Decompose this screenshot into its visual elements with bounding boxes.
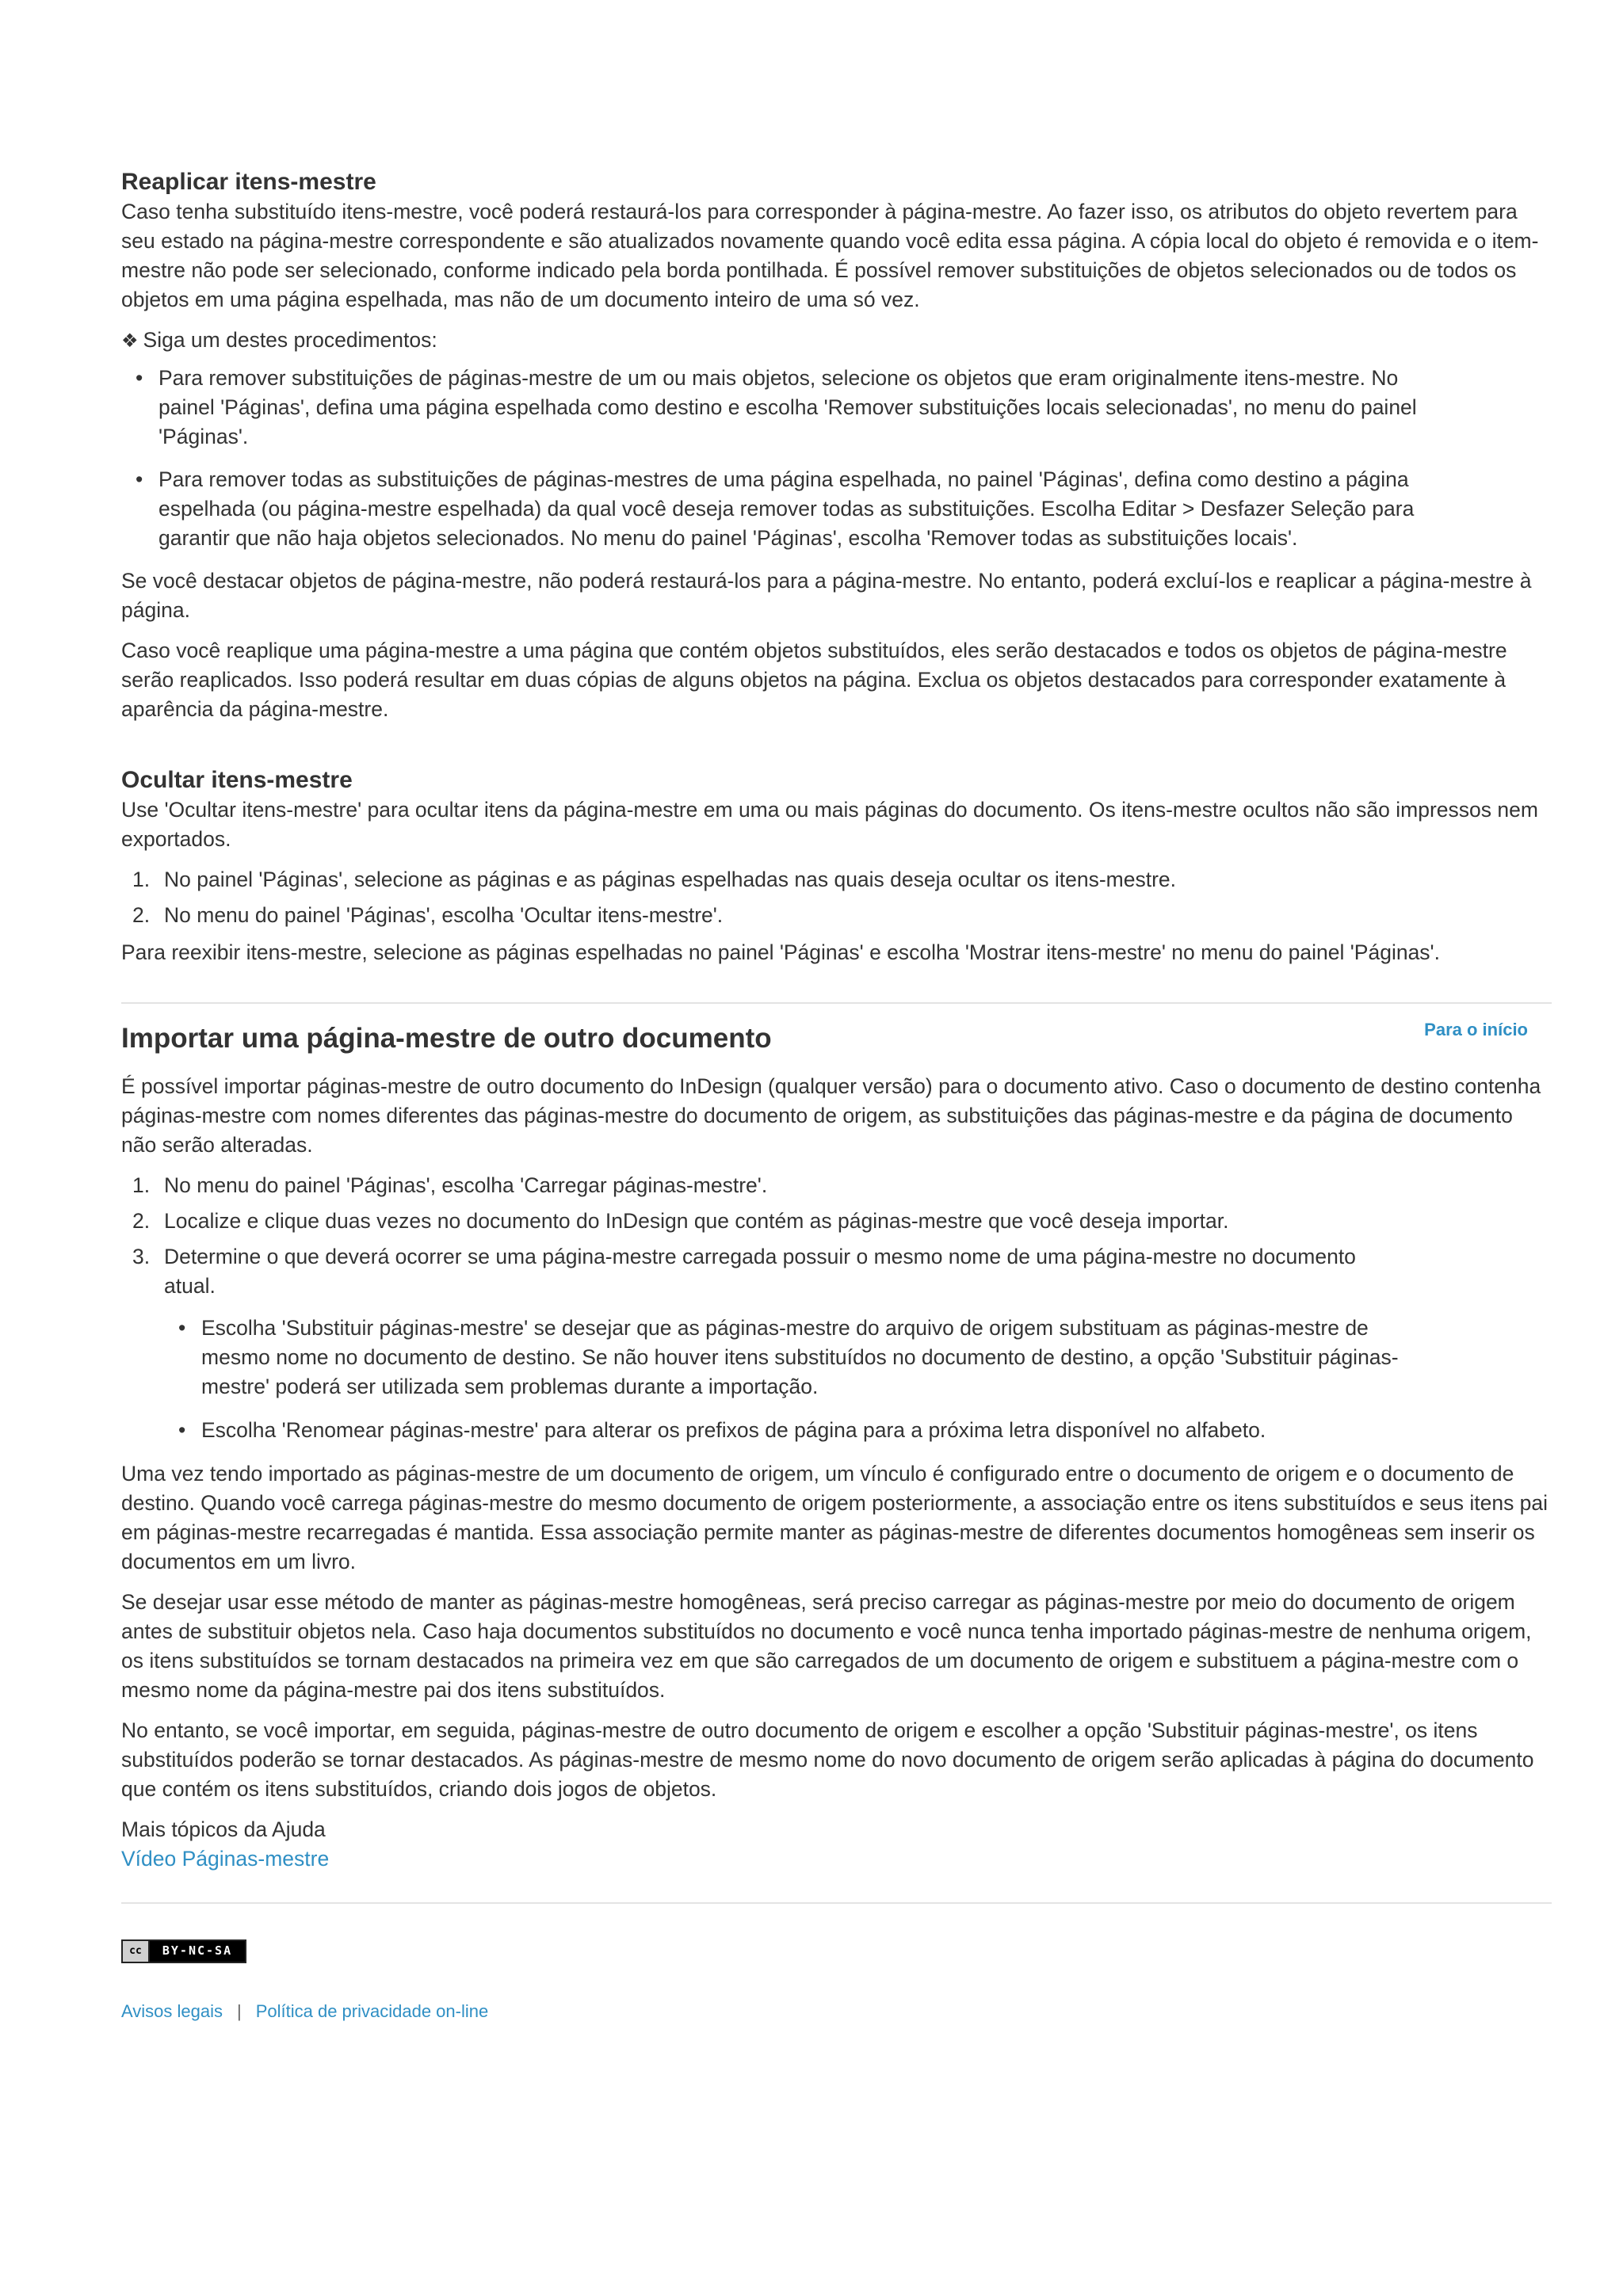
- list-item: • Para remover substituições de páginas-mestre de um ou mais objetos, selecione os objetos que eram originalmente itens-mestre. No painel 'Páginas', defina uma página espelhada como destino e escolha 'Remover substituições locais selecionadas', no menu do painel 'Páginas'.: [121, 364, 1419, 452]
- legal-notices-link[interactable]: Avisos legais: [121, 2000, 223, 2021]
- import-para-replace: No entanto, se você importar, em seguida, páginas-mestre de outro documento de origem e escolher a opção 'Substituir páginas-mestre', os itens substituídos poderão se tornar destacados. As páginas-mestre de mesmo nome do novo documento de origem serão aplicadas à página do documento que contém os itens substituídos, criando dois jogos de objetos.: [121, 1718, 1534, 1801]
- privacy-policy-link[interactable]: Política de privacidade on-line: [255, 2000, 489, 2021]
- footer-separator: |: [237, 2000, 242, 2021]
- procedure-line: [121, 326, 1552, 356]
- back-to-top-link[interactable]: Para o início: [1424, 1020, 1528, 1039]
- step-number: 2.: [132, 903, 151, 927]
- step-number: 1.: [132, 868, 151, 891]
- step-text: Determine o que deverá ocorrer se uma página-mestre carregada possuir o mesmo nome de uma página-mestre no documento atual.: [164, 1245, 1356, 1298]
- list-item: [121, 865, 1552, 894]
- list-item: [121, 901, 1552, 930]
- list-item: [121, 1242, 1399, 1445]
- creative-commons-license-badge[interactable]: [121, 1939, 246, 1963]
- import-para-link: Uma vez tendo importado as páginas-mestre de um documento de origem, um vínculo é configurado entre o documento de origem e o documento de destino. Quando você carrega páginas-mestre do mesmo documento de origem posteriormente, a associação entre os itens substituídos e seus itens pai em páginas-mestre recarregadas é mantida. Essa associação permite manter as páginas-mestre de diferentes documentos homogêneas sem inserir os documentos em um livro.: [121, 1462, 1549, 1573]
- hide-outro: Para reexibir itens-mestre, selecione as páginas espelhadas no painel 'Páginas' e escolha 'Mostrar itens-mestre' no menu do painel 'Páginas'.: [121, 940, 1440, 964]
- reapply-para-reapply: Caso você reaplique uma página-mestre a uma página que contém objetos substituídos, eles serão destacados e todos os objetos de página-mestre serão reaplicados. Isso poderá resultar em duas cópias de alguns objetos na página. Exclua os objetos destacados para corresponder exatamente à aparência da página-mestre.: [121, 639, 1507, 721]
- step-text: No menu do painel 'Páginas', escolha 'Ocultar itens-mestre'.: [164, 903, 724, 927]
- hide-intro: Use 'Ocultar itens-mestre' para ocultar itens da página-mestre em uma ou mais páginas do documento. Os itens-mestre ocultos não são impressos nem exportados.: [121, 798, 1538, 851]
- reapply-intro: Caso tenha substituído itens-mestre, você poderá restaurá-los para corresponder à página-mestre. Ao fazer isso, os atributos do objeto revertem para seu estado na página-mestre correspondente e são atualizados novamente quando você edita essa página. A cópia local do objeto é removida e o item-mestre não pode ser selecionado, conforme indicado pela borda pontilhada. É possível remover substituições de objetos selecionados ou de todos os objetos em uma página espelhada, mas não de um documento inteiro de uma só vez.: [121, 200, 1539, 311]
- reapply-options-list: [121, 364, 1552, 553]
- import-steps-list: [121, 1171, 1552, 1445]
- reapply-para-detach: Se você destacar objetos de página-mestre, não poderá restaurá-los para a página-mestre. No entanto, poderá excluí-los e reaplicar a página-mestre à página.: [121, 569, 1532, 622]
- step-text: No painel 'Páginas', selecione as páginas e as páginas espelhadas nas quais deseja ocultar os itens-mestre.: [164, 868, 1177, 891]
- step-text: Localize e clique duas vezes no documento do InDesign que contém as páginas-mestre que você deseja importar.: [164, 1209, 1229, 1233]
- section-title-hide: Ocultar itens-mestre: [121, 767, 353, 793]
- document-content: [121, 0, 1552, 2026]
- step-text: No menu do painel 'Páginas', escolha 'Carregar páginas-mestre'.: [164, 1173, 768, 1197]
- section-header: [121, 1004, 1552, 1064]
- list-item: • Escolha 'Substituir páginas-mestre' se desejar que as páginas-mestre do arquivo de origem substituam as páginas-mestre de mesmo nome no documento de destino. Se não houver itens substituídos no documento de destino, a opção 'Substituir páginas-mestre' poderá ser utilizada sem problemas durante a importação.: [164, 1314, 1438, 1402]
- license-type: BY-NC-SA: [162, 1943, 233, 1958]
- list-item: • Para remover todas as substituições de páginas-mestres de uma página espelhada, no painel 'Páginas', defina como destino a página espelhada (ou página-mestre espelhada) da qual você deseja remover todas as substituições. Escolha Editar > Desfazer Seleção para garantir que não haja objetos selecionados. No menu do painel 'Páginas', escolha 'Remover todas as substituições locais'.: [121, 465, 1419, 553]
- step-number: 3.: [132, 1245, 151, 1268]
- list-item: [121, 1207, 1552, 1236]
- section-title-reapply: Reaplicar itens-mestre: [121, 169, 376, 195]
- footer-links: [121, 1997, 1552, 2026]
- import-options-list: [164, 1314, 1399, 1445]
- cc-icon: cc: [123, 1941, 150, 1962]
- step-number: 2.: [132, 1209, 151, 1233]
- import-para-method: Se desejar usar esse método de manter as páginas-mestre homogêneas, será preciso carregar as páginas-mestre por meio do documento de origem antes de substituir objetos nela. Caso haja documentos substituídos no documento e você nunca tenha importado páginas-mestre de nenhuma origem, os itens substituídos se tornam destacados na primeira vez em que são carregados de um documento de origem e substituem a página-mestre com o mesmo nome da página-mestre pai dos itens substituídos.: [121, 1590, 1532, 1702]
- more-topics-label: Mais tópicos da Ajuda: [121, 1817, 326, 1841]
- section-title-import: Importar uma página-mestre de outro documento: [121, 1023, 772, 1054]
- list-item: • Escolha 'Renomear páginas-mestre' para alterar os prefixos de página para a próxima letra disponível no alfabeto.: [164, 1416, 1438, 1445]
- diamond-bullet-icon: ❖: [121, 330, 139, 352]
- import-intro: É possível importar páginas-mestre de outro documento do InDesign (qualquer versão) para o documento ativo. Caso o documento de destino contenha páginas-mestre com nomes diferentes das páginas-mestre do documento de origem, as substituições das páginas-mestre e da página de documento não serão alteradas.: [121, 1074, 1541, 1157]
- list-item: [121, 1171, 1552, 1200]
- step-number: 1.: [132, 1173, 151, 1197]
- procedure-text: Siga um destes procedimentos:: [143, 328, 437, 352]
- hide-steps-list: [121, 865, 1552, 930]
- video-master-pages-link[interactable]: Vídeo Páginas-mestre: [121, 1847, 330, 1871]
